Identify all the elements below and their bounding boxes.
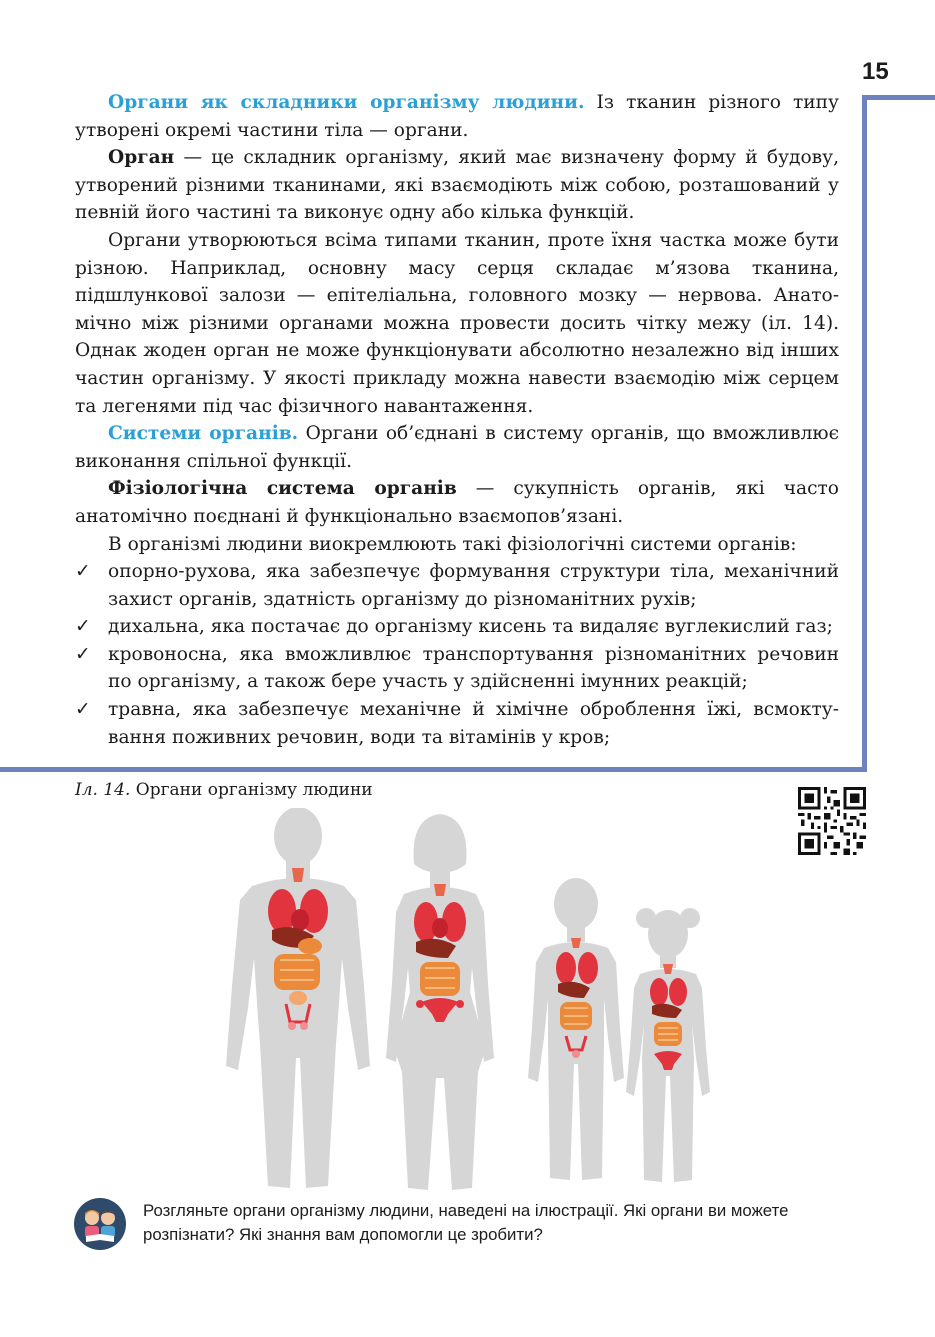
students-reading-icon xyxy=(74,1198,126,1250)
list-item-text: кровоносна, яка вможливлює транспортування різноманітних речовин по організму, а також бере участь у здійсненні імунних реакцій; xyxy=(108,643,839,693)
heading-organs: Органи як складники організму людини. xyxy=(108,92,585,113)
list-item-text: травна, яка забезпечує механічне й хімічне оброблення їжі, всмоктування поживних речовин, води та вітамінів у кров; xyxy=(108,699,839,748)
child-boy-figure xyxy=(528,878,624,1180)
list-item-text: дихальна, яка постачає до організму кисень та видаляє вуглекислий газ; xyxy=(108,616,833,638)
heading-systems: Системи органів. xyxy=(108,423,299,445)
frame-top-border xyxy=(862,95,935,100)
checkmark-icon: ✓ xyxy=(75,699,91,721)
paragraph-organs xyxy=(75,89,839,144)
figure-caption-text: Органи організму людини xyxy=(130,780,373,800)
term-physiological-system: Фізіологічна система органів xyxy=(108,478,457,500)
adult-male-figure xyxy=(226,808,370,1188)
term-organ: Орган xyxy=(108,147,175,169)
discussion-question: Розгляньте органи організму людини, наведені на ілюстрації. Які органи ви можете розпізнати? Які знання вам допомогли це зробити? xyxy=(143,1201,789,1244)
list-item xyxy=(75,558,839,613)
checkmark-icon: ✓ xyxy=(75,616,91,638)
systems-text: Органи об’єднані в систему органів, що вможливлює виконання спільної функції. xyxy=(75,423,839,472)
figure-label: Іл. 14. xyxy=(75,780,131,800)
organ-definition-text: — це складник організму, який має визначену форму й будову, утворений різними тканинами, які взаємодіють між собою, розташований у певній його частині та виконує одну або кілька функцій. xyxy=(75,147,839,224)
paragraph-organs-text: Із тканин різного типу утворені окремі частини тіла — органи. xyxy=(75,92,839,141)
systems-list xyxy=(75,558,839,751)
adult-female-figure xyxy=(386,814,494,1190)
paragraph-physiological-system xyxy=(75,475,839,530)
qr-code-icon[interactable] xyxy=(798,787,866,855)
main-text xyxy=(75,89,839,751)
list-item xyxy=(75,641,839,696)
list-item xyxy=(75,696,839,751)
page-number: 15 xyxy=(862,58,889,85)
figure-caption xyxy=(75,780,373,800)
child-girl-figure xyxy=(626,908,710,1182)
physiological-system-text: — сукупність органів, які часто анатомічно поєднані й функціонально взаємопов’язані. xyxy=(75,478,839,527)
frame-right-border xyxy=(862,95,867,772)
paragraph-systems xyxy=(75,420,839,475)
list-item xyxy=(75,613,839,641)
body-organs-illustration xyxy=(220,808,740,1196)
list-item-text: опорно-рухова, яка забезпечує формування структури тіла, механічний захист органів, здатність організму до різноманітних рухів; xyxy=(108,561,839,610)
checkmark-icon: ✓ xyxy=(75,643,91,665)
paragraph-tissues: Органи утворюються всіма типами тканин, проте їхня частка може бути різною. Наприклад, основну масу серця складає м’язова тканина, підшлункової залози — епітеліальна, головного мозку — нервова. Анатомічно між різними органами можна провести досить чітку межу (іл. 14). Однак жоден орган не може функціонувати абсолютно незалежно від інших частин організму. У якості прикладу можна навести взаємодію між серцем та легенями під час фізичного навантаження. xyxy=(75,229,839,417)
checkmark-icon: ✓ xyxy=(75,561,91,583)
paragraph-organ-definition xyxy=(75,144,839,227)
paragraph-list-intro: В організмі людини виокремлюють такі фізіологічні системи органів: xyxy=(108,533,797,555)
frame-bottom-border xyxy=(0,767,867,772)
